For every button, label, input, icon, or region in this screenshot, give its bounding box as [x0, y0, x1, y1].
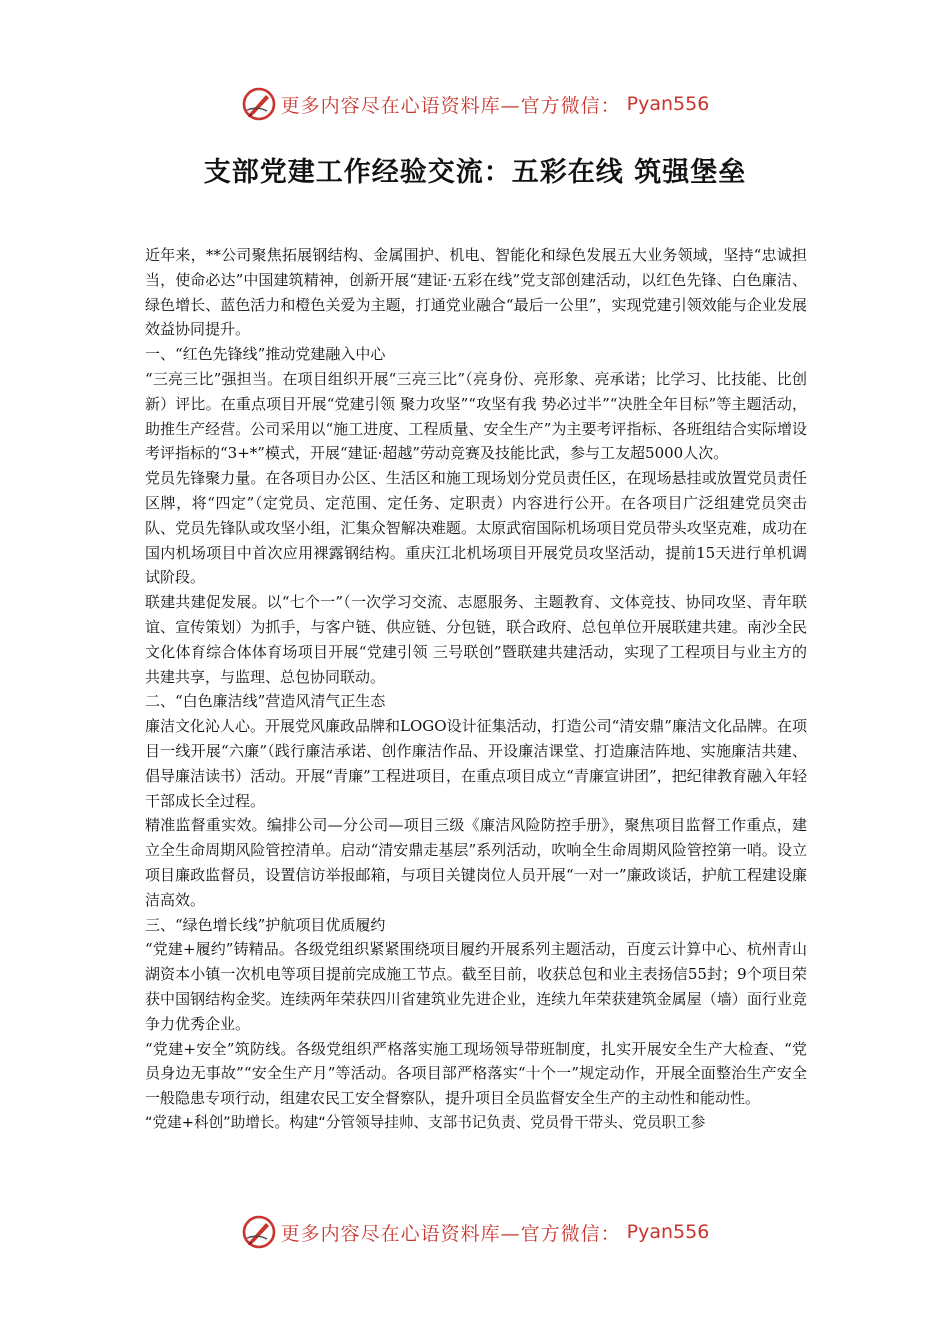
paragraph: 党员先锋聚力量。在各项目办公区、生活区和施工现场划分党员责任区，在现场悬挂或放置党员责任区牌，将“四定”（定党员、定范围、定任务、定职责）内容进行公开。在各项目广泛组建党员突击队、党员先锋队或攻坚小组，汇集众智解决难题。太原武宿国际机场项目党员带头攻坚克难，成功在国内机场项目中首次应用裸露钢结构。重庆江北机场项目开展党员攻坚活动，提前15天进行单机调试阶段。 — [145, 469, 807, 587]
paragraph: “党建+履约”铸精品。各级党组织紧紧围绕项目履约开展系列主题活动，百度云计算中心、杭州青山湖资本小镇一次机电等项目提前完成施工节点。截至目前，收获总包和业主表扬信55封；9个项目荣获中国钢结构金奖。连续两年荣获四川省建筑业先进企业，连续九年荣获建筑金属屋（墙）面行业竞争力优秀企业。 — [145, 940, 807, 1033]
wechat-id: Pyan556 — [626, 1221, 710, 1243]
section-heading-green: 三、“绿色增长线”护航项目优质履约 — [145, 915, 386, 934]
wechat-id: Pyan556 — [626, 93, 710, 115]
document-body — [145, 243, 807, 1136]
banner-text: 更多内容尽在心语资料库—官方微信： — [280, 94, 621, 117]
paragraph: “三亮三比”强担当。在项目组织开展“三亮三比”（亮身份、亮形象、亮承诺；比学习、比技能、比创新）评比。在重点项目开展“党建引领 聚力攻坚”“攻坚有我 势必过半”“决胜全年目标”等主题活动，助推生产经营。公司采用以“施工进度、工程质量、安全生产”为主要考评指标、各班组结合实际增设考评指标的“3+*”模式，开展“建证·超越”劳动竞赛及技能比武，参与工友超5000人次。 — [145, 369, 807, 463]
footer-banner — [0, 1212, 950, 1252]
document-title: 支部党建工作经验交流：五彩在线 筑强堡垒 — [203, 157, 747, 188]
paragraph: 精准监督重实效。编排公司—分公司—项目三级《廉洁风险防控手册》，聚焦项目监督工作重点，建立全生命周期风险管控清单。启动“清安鼎走基层”系列活动，吹响全生命周期风险管控第一哨。设立项目廉政监督员，设置信访举报邮箱，与项目关键岗位人员开展“一对一”廉政谈话，护航工程建设廉洁高效。 — [145, 816, 807, 909]
header-banner — [0, 84, 950, 124]
banner-text: 更多内容尽在心语资料库—官方微信： — [280, 1222, 621, 1245]
paragraph: “党建+安全”筑防线。各级党组织严格落实施工现场领导带班制度，扎实开展安全生产大检查、“党员身边无事故”“安全生产月”等活动。各项目部严格落实“十个一”规定动作，开展全面整治生产安全一般隐患专项行动，组建农民工安全督察队，提升项目全员监督安全生产的主动性和能动性。 — [145, 1039, 807, 1108]
paragraph-intro: 近年来，**公司聚焦拓展钢结构、金属围护、机电、智能化和绿色发展五大业务领域，坚持“忠诚担当，使命必达”中国建筑精神，创新开展“建证·五彩在线”党支部创建活动，以红色先锋、白色廉洁、绿色增长、蓝色活力和橙色关爱为主题，打通党业融合“最后一公里”，实现党建引领效能与企业发展效益协同提升。 — [145, 246, 807, 339]
pen-logo-icon — [241, 86, 277, 122]
paragraph: “党建+科创”助增长。构建“分管领导挂帅、支部书记负责、党员骨干带头、党员职工参 — [145, 1113, 706, 1131]
paragraph: 联建共建促发展。以“七个一”（一次学习交流、志愿服务、主题教育、文体竞技、协同攻坚、青年联谊、宣传策划）为抓手，与客户链、供应链、分包链，联合政府、总包单位开展联建共建。南沙全民文化体育综合体体育场项目开展“党建引领 三号联创”暨联建共建活动，实现了工程项目与业主方的共建共享，与监理、总包协同联动。 — [145, 593, 807, 686]
section-heading-white: 二、“白色廉洁线”营造风清气正生态 — [145, 692, 386, 711]
section-heading-red: 一、“红色先锋线”推动党建融入中心 — [145, 345, 386, 364]
pen-logo-icon — [241, 1214, 277, 1250]
paragraph: 廉洁文化沁人心。开展党风廉政品牌和LOGO设计征集活动，打造公司“清安鼎”廉洁文化品牌。在项目一线开展“六廉”（践行廉洁承诺、创作廉洁作品、开设廉洁课堂、打造廉洁阵地、实施廉洁共建、倡导廉洁读书）活动。开展“青廉”工程进项目，在重点项目成立“青廉宣讲团”，把纪律教育融入年轻干部成长全过程。 — [145, 717, 807, 810]
